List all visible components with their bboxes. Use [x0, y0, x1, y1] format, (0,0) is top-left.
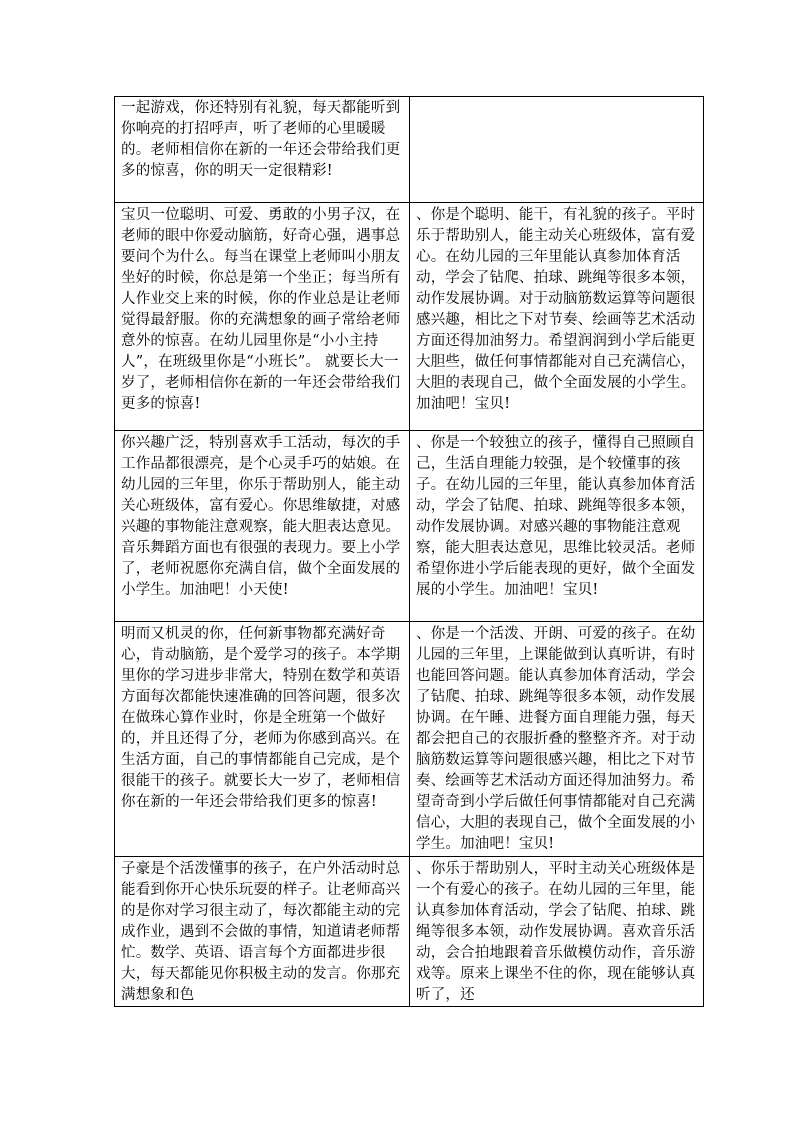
comment-cell-left: 宝贝一位聪明、可爱、勇敢的小男子汉，在老师的眼中你爱动脑筋，好奇心强，遇事总要问个为什么。每当在课堂上老师叫小朋友坐好的时候，你总是第一个坐正；每当所有人作业交上来的时候，你的作业总是让老师觉得最舒服。你的充满想象的画子常给老师意外的惊喜。在幼儿园里你是“小小主持人”，在班级里你是“小班长”。 就要长大一岁了，老师相信你在新的一年还会带给我们更多的惊喜!	[115, 203, 410, 431]
table-row	[115, 857, 704, 1007]
comment-cell-right	[410, 97, 704, 203]
comment-cell-right: 、你是一个较独立的孩子，懂得自己照顾自己，生活自理能力较强，是个较懂事的孩子。在幼儿园的三年里，能认真参加体育活动，学会了钻爬、拍球、跳绳等很多本领，动作发展协调。对感兴趣的事物能注意观察，能大胆表达意见，思维比较灵活。老师希望你进小学后能表现的更好，做个全面发展的小学生。加油吧！宝贝!	[410, 431, 704, 622]
table-row	[115, 203, 704, 431]
comment-cell-left: 你兴趣广泛，特别喜欢手工活动，每次的手工作品都很漂亮，是个心灵手巧的姑娘。在幼儿园的三年里，你乐于帮助别人，能主动关心班级体，富有爱心。你思维敏捷，对感兴趣的事物能注意观察，能大胆表达意见。音乐舞蹈方面也有很强的表现力。要上小学了，老师祝愿你充满自信，做个全面发展的小学生。加油吧！小天使!	[115, 431, 410, 622]
comment-cell-right: 、你乐于帮助别人，平时主动关心班级体是一个有爱心的孩子。在幼儿园的三年里，能认真参加体育活动，学会了钻爬、拍球、跳绳等很多本领，动作发展协调。喜欢音乐活动，会合拍地跟着音乐做模仿动作，音乐游戏等。原来上课坐不住的你，现在能够认真听了，还	[410, 857, 704, 1007]
table-row	[115, 622, 704, 857]
comment-cell-left: 子豪是个活泼懂事的孩子，在户外活动时总能看到你开心快乐玩耍的样子。让老师高兴的是你对学习很主动了，每次都能主动的完成作业，遇到不会做的事情，知道请老师帮忙。数学、英语、语言每个方面都进步很大，每天都能见你积极主动的发言。你那充满想象和色	[115, 857, 410, 1007]
comments-table	[114, 96, 704, 1007]
comment-cell-right: 、你是个聪明、能干，有礼貌的孩子。平时乐于帮助别人，能主动关心班级体，富有爱心。在幼儿园的三年里能认真参加体育活动，学会了钻爬、拍球、跳绳等很多本领，动作发展协调。对于动脑筋数运算等问题很感兴趣，相比之下对节奏、绘画等艺术活动方面还得加油努力。希望润润到小学后能更大胆些，做任何事情都能对自己充满信心，大胆的表现自己，做个全面发展的小学生。加油吧！宝贝!	[410, 203, 704, 431]
comment-cell-right: 、你是一个活泼、开朗、可爱的孩子。在幼儿园的三年里，上课能做到认真听讲，有时也能回答问题。能认真参加体育活动，学会了钻爬、拍球、跳绳等很多本领，动作发展协调。在午睡、进餐方面自理能力强，每天都会把自己的衣服折叠的整整齐齐。对于动脑筋数运算等问题很感兴趣，相比之下对节奏、绘画等艺术活动方面还得加油努力。希望奇奇到小学后做任何事情都能对自己充满信心，大胆的表现自己，做个全面发展的小学生。加油吧！宝贝!	[410, 622, 704, 857]
table-row	[115, 97, 704, 203]
comment-cell-left: 一起游戏，你还特别有礼貌，每天都能听到你响亮的打招呼声，听了老师的心里暖暖的。老师相信你在新的一年还会带给我们更多的惊喜，你的明天一定很精彩!	[115, 97, 410, 203]
table-row	[115, 431, 704, 622]
comment-cell-left: 明而又机灵的你，任何新事物都充满好奇心，肯动脑筋，是个爱学习的孩子。本学期里你的学习进步非常大，特别在数学和英语方面每次都能快速准确的回答问题，很多次在做珠心算作业时，你是全班第一个做好的，并且还得了分，老师为你感到高兴。在生活方面，自己的事情都能自己完成，是个很能干的孩子。就要长大一岁了，老师相信你在新的一年还会带给我们更多的惊喜!	[115, 622, 410, 857]
